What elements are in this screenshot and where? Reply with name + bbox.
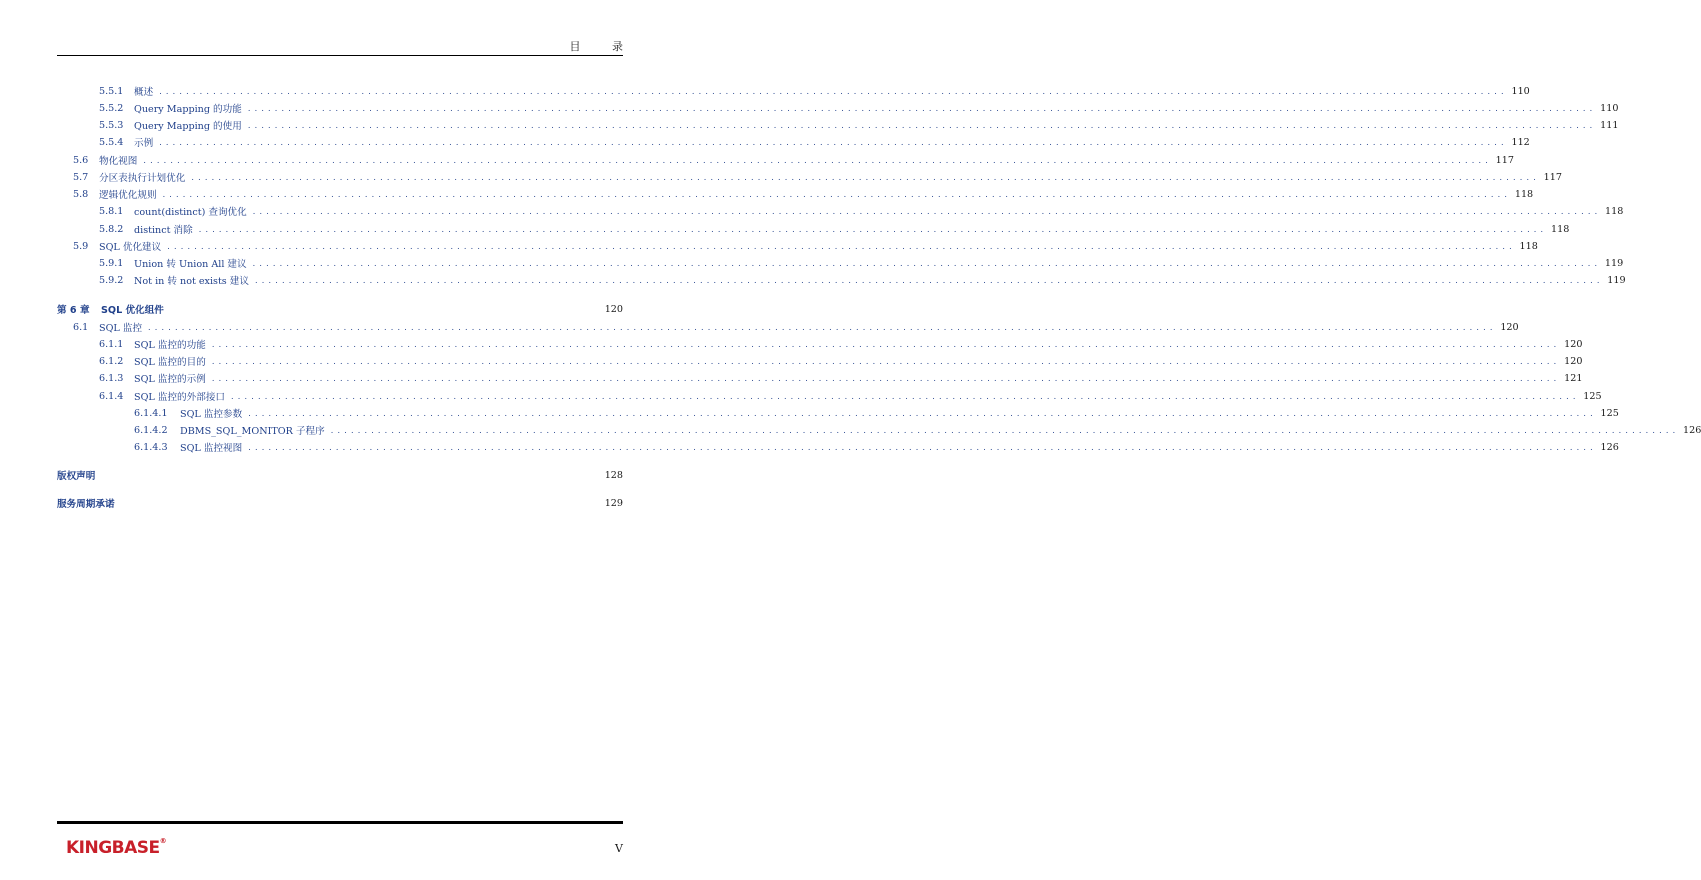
toc-entry-page: 120 (1564, 355, 1583, 367)
toc-entry[interactable] (99, 371, 1583, 385)
toc-entry-title: count(distinct) 查询优化 (134, 207, 247, 218)
toc-entry-leader: ........................................................................................................................................................................................................ (254, 275, 1604, 285)
toc-entry-title: DBMS_SQL_MONITOR 子程序 (180, 426, 325, 437)
toc-entry-number: 6.1.4 (99, 390, 124, 402)
toc-entry[interactable] (99, 389, 1602, 403)
toc-entry-title: 概述 (134, 87, 154, 98)
toc-entry[interactable] (99, 101, 1619, 115)
toc-entry-leader: ........................................................................................................................................................................................................ (211, 373, 1561, 383)
toc-entry-number: 5.9 (73, 240, 89, 252)
toc-entry-leader: ........................................................................................................................................................................................................ (211, 356, 1561, 366)
toc-entry-page: 121 (1564, 372, 1583, 384)
toc-entry-title: SQL 监控的功能 (134, 340, 206, 351)
toc-entry[interactable] (73, 320, 1519, 334)
toc-entry-page: 119 (1604, 257, 1624, 269)
toc-entry-title: Not in 转 not exists 建议 (134, 276, 249, 287)
page-number: V (615, 842, 623, 855)
toc-entry-leader: ........................................................................................................................................................................................................ (162, 189, 1512, 199)
toc-entry[interactable] (57, 302, 623, 316)
toc-entry-number: 5.5.2 (99, 102, 124, 114)
toc-entry-page: 128 (604, 469, 623, 481)
toc-entry-leader: ........................................................................................................................................................................................................ (159, 137, 1508, 147)
toc-entry-page: 125 (1583, 390, 1602, 402)
toc-entry-title: SQL 优化组件 (101, 305, 164, 316)
toc-entry-page: 110 (1600, 102, 1619, 114)
toc-entry-number: 5.6 (73, 154, 89, 166)
toc-entry[interactable] (99, 256, 1624, 270)
toc-entry-number: 6.1.2 (99, 355, 124, 367)
toc-entry-title: Query Mapping 的功能 (134, 104, 242, 115)
toc-entry[interactable] (99, 337, 1583, 351)
toc-entry-number: 5.5.1 (99, 85, 124, 97)
toc-entry-page: 112 (1511, 136, 1530, 148)
toc-entry-leader: ........................................................................................................................................................................................................ (191, 172, 1540, 182)
toc-entry-title: SQL 监控的示例 (134, 374, 206, 385)
toc-entry-page: 126 (1683, 424, 1701, 436)
toc-entry-title: SQL 监控参数 (180, 409, 243, 420)
toc-entry-page: 117 (1543, 171, 1562, 183)
toc-entry-number: 5.8.2 (99, 223, 124, 235)
toc-entry-leader: ........................................................................................................................................................................................................ (148, 322, 1497, 332)
toc-entry-number: 5.8.1 (99, 205, 124, 217)
toc-entry-title: Query Mapping 的使用 (134, 121, 242, 132)
toc-entry-leader: ........................................................................................................................................................................................................ (211, 339, 1561, 349)
toc-entry-leader: ........................................................................................................................................................................................................ (143, 155, 1492, 165)
toc-entry[interactable] (99, 118, 1619, 132)
toc-entry-title: SQL 监控的外部接口 (134, 392, 226, 403)
toc-entry[interactable] (99, 222, 1570, 236)
toc-entry-title: 分区表执行计划优化 (99, 173, 186, 184)
toc-entry-page: 120 (1564, 338, 1583, 350)
toc-entry-number: 6.1.1 (99, 338, 124, 350)
toc-entry-number: 5.8 (73, 188, 89, 200)
toc-entry-leader: ........................................................................................................................................................................................................ (247, 120, 1597, 130)
logo-text: KINGBASE (66, 838, 160, 858)
logo-registered-mark: ® (159, 837, 167, 845)
toc-entry-title: Union 转 Union All 建议 (134, 259, 247, 270)
toc-entry[interactable] (99, 204, 1624, 218)
toc-entry-page: 120 (1500, 321, 1519, 333)
toc-entry-leader: ........................................................................................................................................................................................................ (198, 224, 1548, 234)
toc-entry-title: SQL 监控的目的 (134, 357, 206, 368)
toc-entry-number: 6.1 (73, 321, 89, 333)
toc-entry[interactable] (99, 273, 1626, 287)
toc-entry[interactable] (134, 406, 1619, 420)
toc-entry-number: 5.5.3 (99, 119, 124, 131)
toc-entry-leader: ........................................................................................................................................................................................................ (231, 391, 1580, 401)
toc-entry-page: 118 (1550, 223, 1570, 235)
toc-entry-page: 110 (1511, 85, 1530, 97)
toc-entry[interactable] (73, 170, 1562, 184)
toc-entry-page: 129 (604, 497, 623, 509)
toc-entry-page: 125 (1600, 407, 1619, 419)
toc-entry-title: SQL 监控视图 (180, 443, 243, 454)
toc-entry[interactable] (99, 84, 1530, 98)
toc-entry-title: 服务周期承诺 (57, 499, 115, 510)
toc-entry-leader: ........................................................................................................................................................................................................ (247, 103, 1597, 113)
toc-entry-title: distinct 消除 (134, 225, 193, 236)
toc-entry[interactable] (73, 153, 1514, 167)
toc-entry-number: 6.1.4.2 (134, 424, 168, 436)
toc-entry-title: SQL 优化建议 (99, 242, 162, 253)
page-header-title: 目 录 (569, 40, 637, 53)
toc-entry-page: 126 (1600, 441, 1619, 453)
toc-entry-page: 119 (1607, 274, 1626, 286)
toc-entry-page: 118 (1514, 188, 1534, 200)
toc-entry-leader: ........................................................................................................................................................................................................ (248, 442, 1597, 452)
toc-entry-title: 示例 (134, 138, 154, 149)
toc-entry-title: 物化视图 (99, 156, 138, 167)
toc-entry-page: 111 (1600, 119, 1619, 131)
toc-entry-page: 118 (1519, 240, 1538, 252)
footer-rule (57, 821, 623, 824)
toc-entry[interactable] (57, 496, 623, 510)
toc-entry-leader: ........................................................................................................................................................................................................ (252, 258, 1602, 268)
toc-entry-leader: ........................................................................................................................................................................................................ (167, 241, 1516, 251)
toc-entry-number: 6.1.3 (99, 372, 124, 384)
toc-entry-leader: ........................................................................................................................................................................................................ (252, 206, 1602, 216)
toc-entry-number: 5.9.1 (99, 257, 124, 269)
header-rule (57, 55, 623, 56)
toc-entry[interactable] (99, 135, 1530, 149)
toc-entry-number: 第 6 章 (57, 305, 90, 316)
toc-entry-number: 5.7 (73, 171, 89, 183)
toc-entry-leader: ........................................................................................................................................................................................................ (248, 408, 1597, 418)
toc-entry[interactable] (134, 440, 1619, 454)
toc-entry[interactable] (57, 468, 623, 482)
toc-entry-page: 117 (1495, 154, 1514, 166)
toc-entry-number: 6.1.4.3 (134, 441, 168, 453)
toc-entry-number: 5.9.2 (99, 274, 124, 286)
toc-entry-title: 版权声明 (57, 471, 96, 482)
toc-entry-leader: ........................................................................................................................................................................................................ (330, 425, 1680, 435)
toc-entry-number: 5.5.4 (99, 136, 124, 148)
toc-entry-leader: ........................................................................................................................................................................................................ (159, 86, 1508, 96)
toc-entry-page: 118 (1605, 205, 1624, 217)
toc-entry[interactable] (134, 423, 1701, 437)
toc-entry-title: 逻辑优化规则 (99, 190, 157, 201)
toc-entry-number: 6.1.4.1 (134, 407, 168, 419)
kingbase-logo (66, 838, 166, 858)
toc-entry-page: 120 (604, 303, 623, 315)
toc-entry-title: SQL 监控 (99, 323, 143, 334)
toc-entry[interactable] (99, 354, 1583, 368)
toc-entry[interactable] (73, 187, 1534, 201)
toc-entry[interactable] (73, 239, 1538, 253)
